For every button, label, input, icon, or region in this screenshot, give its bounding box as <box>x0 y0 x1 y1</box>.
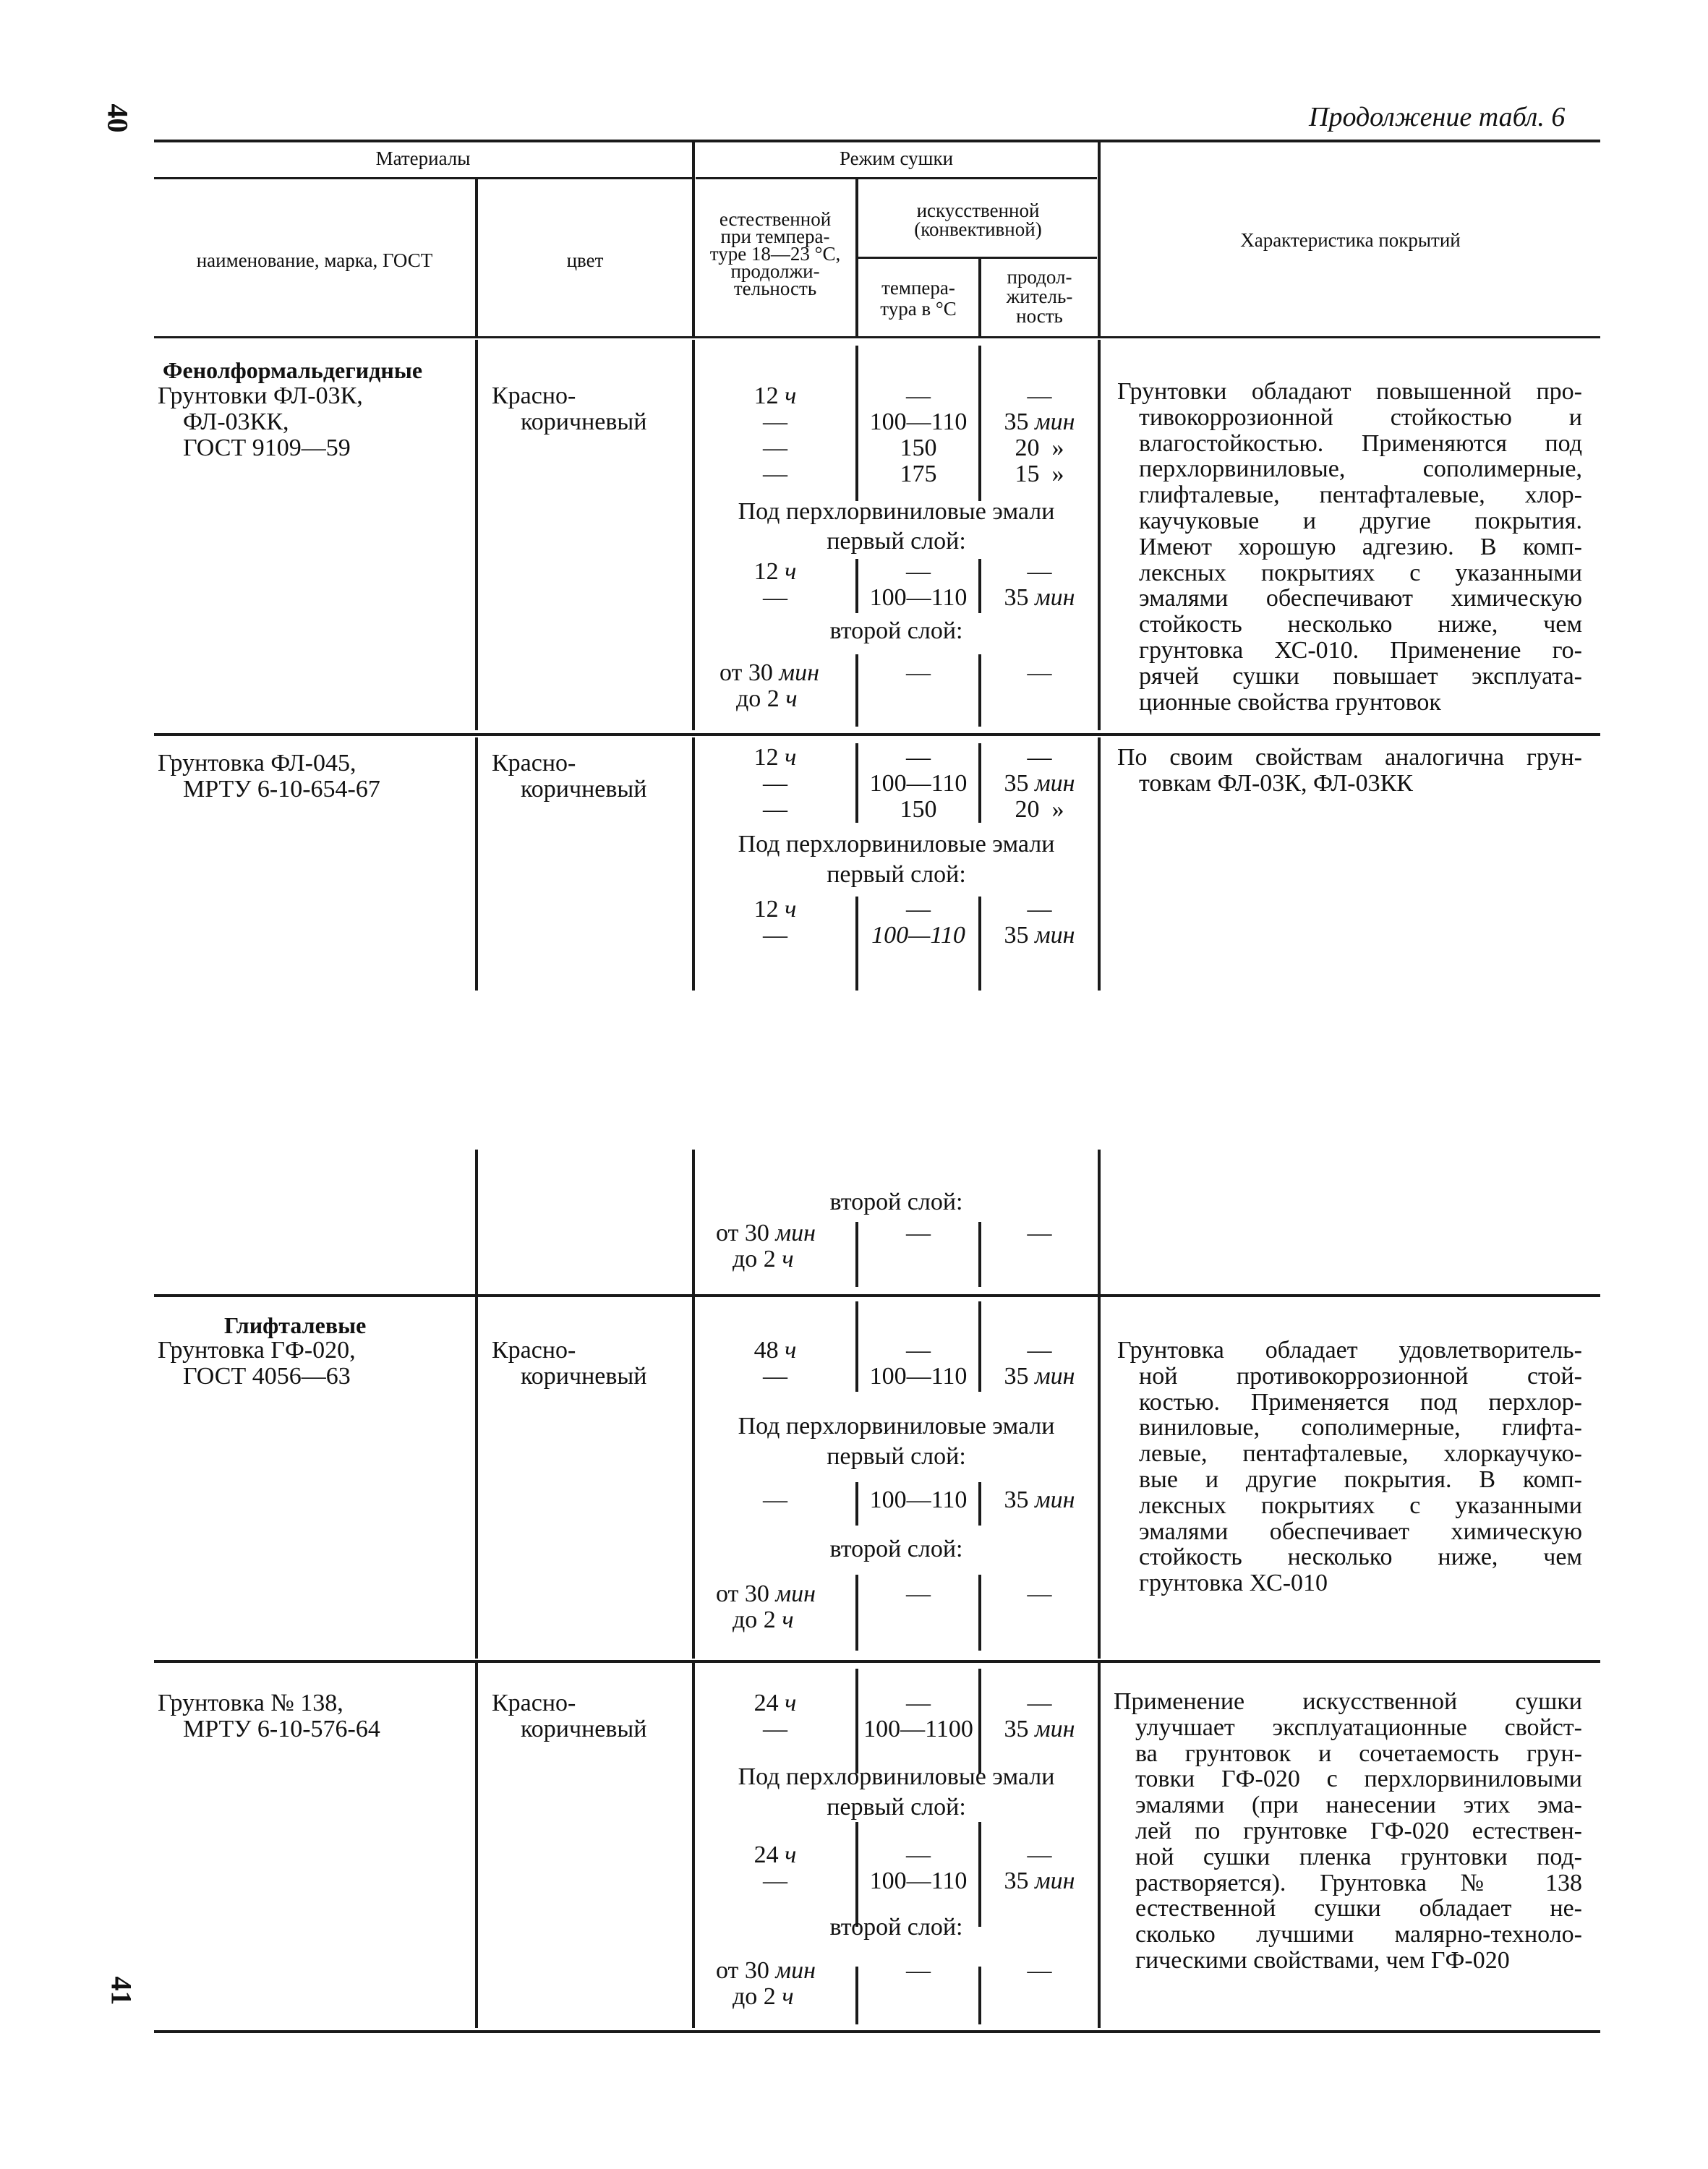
gf020-first-layer: первый слой: <box>827 1443 966 1470</box>
n138-nat-2: 24 ч — <box>753 1841 797 1894</box>
gf020-dur-3: — <box>1027 1580 1052 1607</box>
col-line <box>475 737 478 991</box>
header-name: наименование, марка, ГОСТ <box>196 249 433 271</box>
n138-dur-1: — 35 мин <box>1004 1690 1075 1742</box>
fl045-nat-2: 12 ч — <box>753 896 797 949</box>
fl03-nat-3: от 30 мин до 2 ч <box>720 659 819 712</box>
table-bottom-rule <box>154 2030 1600 2033</box>
gf020-temp-3: — <box>906 1580 931 1607</box>
n138-dur-2: — 35 мин <box>1004 1841 1075 1894</box>
col-line <box>1098 737 1101 991</box>
fl03-first-layer: первый слой: <box>827 528 966 555</box>
col-line <box>692 1150 695 1294</box>
drying-mode-rule <box>696 177 1097 179</box>
header-bottom-rule <box>154 336 1600 338</box>
col-line <box>475 1297 478 1659</box>
fl045-temp-1: — 100—110 150 <box>869 744 968 823</box>
col-line <box>1098 1663 1101 2028</box>
n138-temp-3: — <box>906 1957 931 1984</box>
col-line <box>475 340 478 730</box>
gf020-temp-2: 100—110 <box>869 1486 968 1513</box>
n138-temp-1: — 100—1100 <box>863 1690 973 1742</box>
header-temperature: темпера- тура в °С <box>880 277 957 320</box>
gf020-temp-1: — 100—110 <box>869 1337 968 1390</box>
fl03-temp-3: — <box>906 659 931 686</box>
fl045-dur-1: — 35 мин 20 » <box>1004 744 1075 823</box>
materials-rule <box>154 177 693 179</box>
n138-under-pvc: Под перхлорвиниловые эмали <box>738 1763 1055 1790</box>
fl03-second-layer: второй слой: <box>829 617 963 644</box>
col-line <box>1098 1297 1101 1659</box>
group-phenol: Фенолформальдегидные <box>163 357 423 383</box>
cont-nat: от 30 мин до 2 ч <box>716 1220 816 1272</box>
gf020-nat-1: 48 ч — <box>753 1337 797 1390</box>
gf020-nat-2: — <box>763 1486 787 1513</box>
col-line <box>475 1150 478 1294</box>
fl03-name: Грунтовки ФЛ-03К, ФЛ-03КК, ГОСТ 9109—59 <box>158 382 363 461</box>
fl045-temp-2: — 100—110 <box>871 896 965 949</box>
fl03-temp-2: — 100—110 <box>869 558 968 611</box>
n138-name: Грунтовка № 138, МРТУ 6-10-576-64 <box>158 1690 380 1742</box>
fl045-description: По своим свойствам аналогична грун- товкам ФЛ-03К, ФЛ-03КК <box>1117 744 1582 797</box>
gf020-color: Красно- коричневый <box>492 1337 647 1390</box>
col-line <box>1098 1150 1101 1294</box>
fl045-name: Грунтовка ФЛ-045, МРТУ 6-10-654-67 <box>158 750 380 803</box>
n138-description: Применение искусственной сушки улучшает эксплуатационные свойст- ва грунтовок и сочетаемость грун- товки ГФ-020 с перхлорвиниловыми эмалями (при нанесении этих эма- лей по грунтовке ГФ-020 естествен- ной сушки пленка грунтовки под- растворяется). Грунтовка № 138 естественной сушки обладает не- сколько лучшими малярно-техноло- гическими свойствами, чем ГФ-020 <box>1114 1688 1582 1974</box>
n138-nat-3: от 30 мин до 2 ч <box>716 1957 816 2010</box>
fl03-dur-3: — <box>1027 659 1052 686</box>
fl03-temp-1: — 100—110 150 175 <box>869 382 968 487</box>
col-line <box>475 1663 478 2028</box>
n138-temp-2: — 100—110 <box>869 1841 968 1894</box>
n138-color: Красно- коричневый <box>492 1690 647 1742</box>
gf020-nat-3: от 30 мин до 2 ч <box>716 1580 816 1633</box>
gf020-name: Грунтовка ГФ-020, ГОСТ 4056—63 <box>158 1337 356 1390</box>
fl045-first-layer: первый слой: <box>827 861 966 888</box>
n138-dur-3: — <box>1027 1957 1052 1984</box>
group-glyphthal: Глифталевые <box>224 1312 367 1338</box>
fl045-nat-1: 12 ч — — <box>753 744 797 823</box>
page-number-top: 40 <box>101 103 134 133</box>
fl045-under-pvc: Под перхлорвиниловые эмали <box>738 831 1055 857</box>
col-line <box>1098 340 1101 730</box>
gf020-dur-1: — 35 мин <box>1004 1337 1075 1390</box>
row-divider-2 <box>154 1294 1600 1297</box>
gf020-second-layer: второй слой: <box>829 1536 963 1562</box>
fl03-description: Грунтовки обладают повышенной про- тивокоррозионной стойкостью и влагостойкостью. Применяются под перхлорвиниловые, сополимерные, глифталевые, пентафталевые, хлор- каучуковые и другие покрытия. Имеют хорошую адгезию. В комп- лексных покрытиях с указанными эмалями обеспечивают химическую стойкость несколько ниже, чем грунтовка ХС-010. Применение го- рячей сушки повышает эксплуата- ционные свойства грунтовок <box>1117 378 1582 716</box>
gf020-dur-2: 35 мин <box>1004 1486 1075 1513</box>
header-color: цвет <box>566 249 604 271</box>
n138-first-layer: первый слой: <box>827 1794 966 1821</box>
header-drying-mode: Режим сушки <box>839 147 954 169</box>
fl045-color: Красно- коричневый <box>492 750 647 803</box>
gf020-under-pvc: Под перхлорвиниловые эмали <box>738 1413 1055 1439</box>
fl045-dur-2: — 35 мин <box>1004 896 1075 949</box>
fl03-color: Красно- коричневый <box>492 382 647 435</box>
row-divider-3 <box>154 1660 1600 1663</box>
header-duration: продол- житель- ность <box>1006 266 1073 327</box>
fl03-dur-2: — 35 мин <box>1004 558 1075 611</box>
n138-second-layer: второй слой: <box>829 1914 963 1941</box>
fl03-nat-2: 12 ч — <box>753 558 797 611</box>
fl03-nat-1: 12 ч — — — <box>753 382 797 487</box>
header-artificial: искусственной (конвективной) <box>914 200 1042 240</box>
table-top-rule <box>154 140 1600 142</box>
gf020-description: Грунтовка обладает удовлетворитель- ной противокоррозионной стой- костью. Применяется под перхлор- виниловые, сополимерные, глифта- левые, пентафталевые, хлоркаучуко- вые и другие покрытия. В комп- лексных покрытиях с указанными эмалями обеспечивает химическую стойкость несколько ниже, чем грунтовка ХС-010 <box>1117 1337 1582 1597</box>
cont-temp: — <box>906 1220 931 1246</box>
page-number-bottom: 41 <box>105 1976 138 2006</box>
header-materials: Материалы <box>375 147 471 169</box>
cont-dur: — <box>1027 1220 1052 1246</box>
header-natural: естественной при темпера- туре 18—23 °С, продолжи- тельность <box>709 208 841 299</box>
continuation-label: Продолжение табл. 6 <box>1309 102 1566 132</box>
row-divider-1 <box>154 733 1600 736</box>
n138-nat-1: 24 ч — <box>753 1690 797 1742</box>
header-characteristics: Характеристика покрытий <box>1240 229 1461 251</box>
cont-second-layer: второй слой: <box>829 1189 963 1215</box>
fl03-under-pvc: Под перхлорвиниловые эмали <box>738 498 1055 525</box>
fl03-dur-1: — 35 мин 20 » 15 » <box>1004 382 1075 487</box>
artificial-rule <box>857 257 1097 259</box>
